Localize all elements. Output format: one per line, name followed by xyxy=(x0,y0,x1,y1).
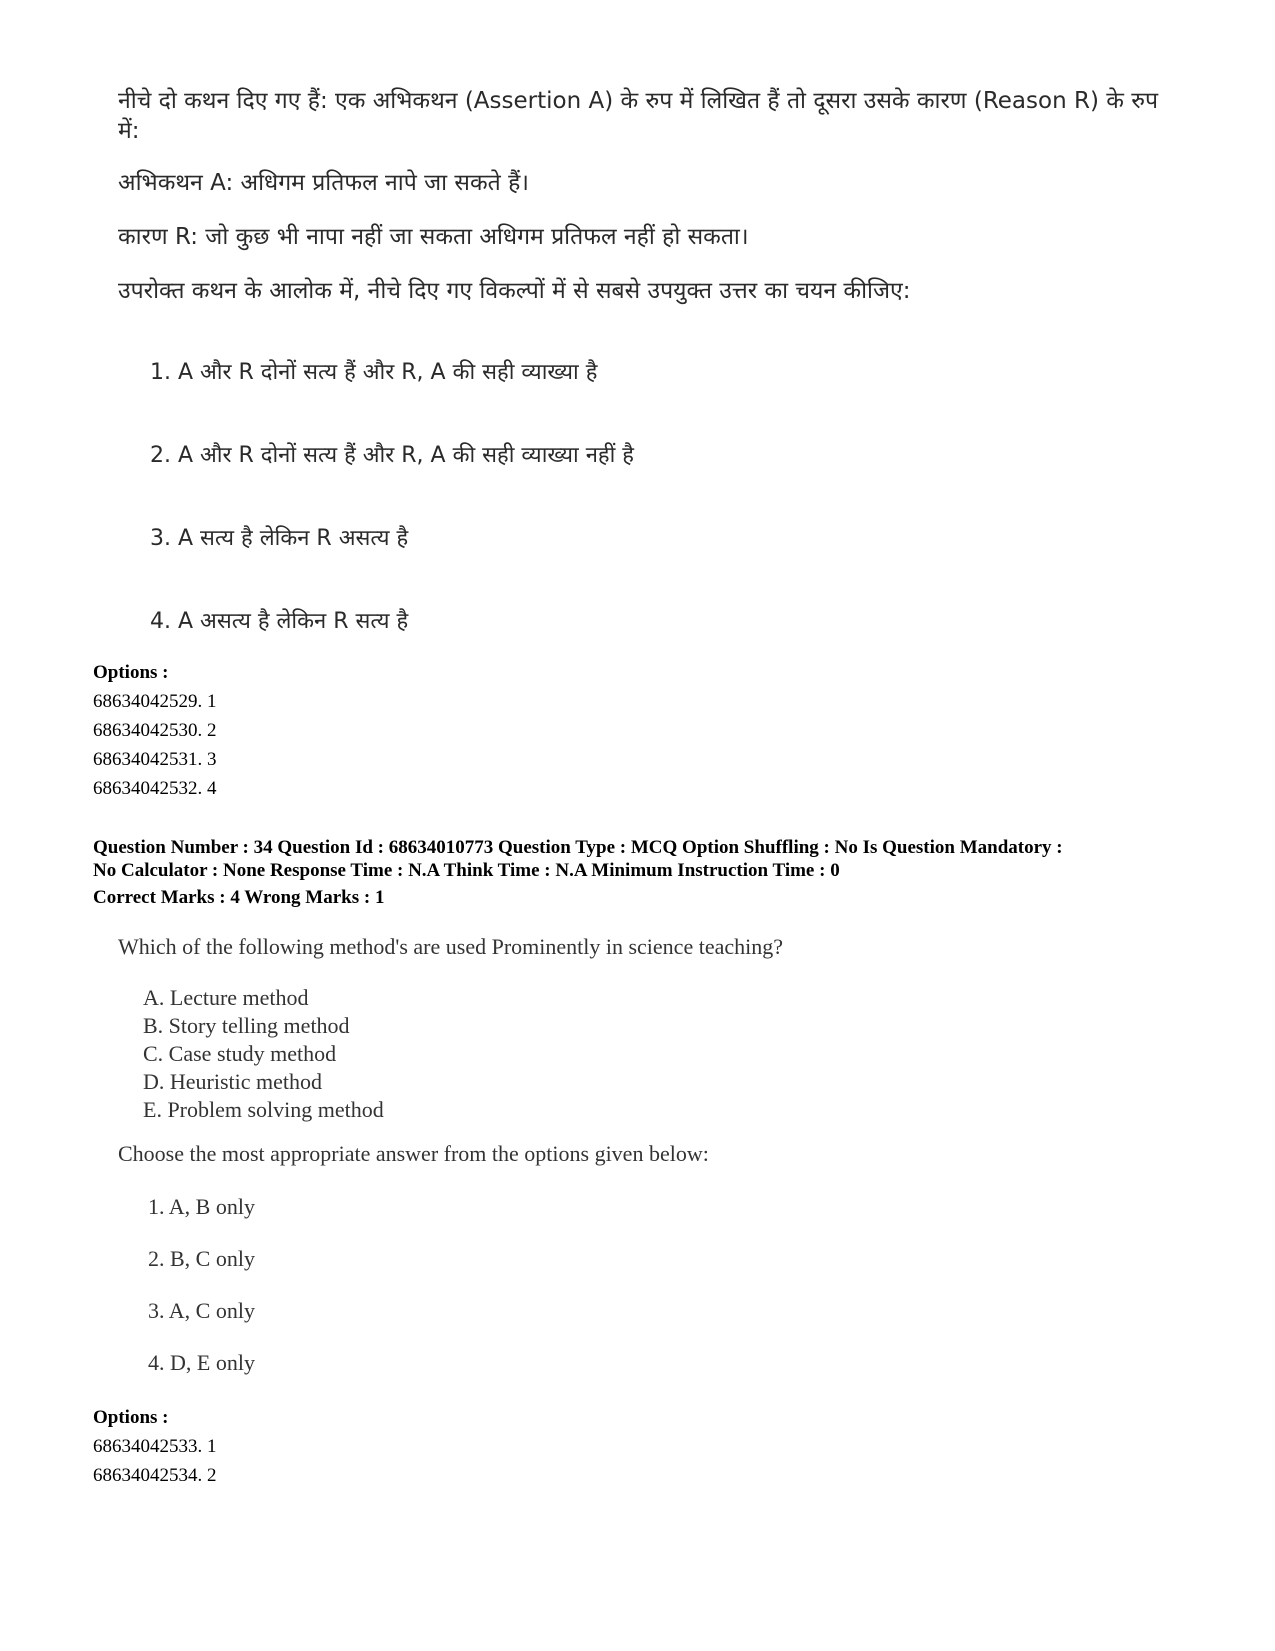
q33-choice-1: 1. A और R दोनों सत्य हैं और R, A की सही व्याख्या है xyxy=(150,360,598,385)
q34-option-2: 68634042534. 2 xyxy=(93,1465,217,1486)
q34-item-b: B. Story telling method xyxy=(143,1013,350,1038)
q33-options-list xyxy=(93,687,217,803)
q33-option-1: 68634042529. 1 xyxy=(93,691,217,712)
q33-option-4: 68634042532. 4 xyxy=(93,778,217,799)
q33-choice-2: 2. A और R दोनों सत्य हैं और R, A की सही व्याख्या नहीं है xyxy=(150,443,634,468)
q33-intro: नीचे दो कथन दिए गए हैं: एक अभिकथन (Assertion A) के रुप में लिखित हैं तो दूसरा उसके कारण (Reason R) के रुप में: xyxy=(118,88,1159,144)
q34-options-list xyxy=(93,1432,217,1490)
q34-choice-1: 1. A, B only xyxy=(148,1194,255,1219)
q34-items xyxy=(143,984,384,1124)
q33-option-2: 68634042530. 2 xyxy=(93,720,217,741)
q34-instruction: Choose the most appropriate answer from the options given below: xyxy=(118,1141,709,1166)
q33-options-label: Options : xyxy=(93,662,169,683)
q34-item-d: D. Heuristic method xyxy=(143,1069,323,1094)
q34-item-a: A. Lecture method xyxy=(143,985,309,1010)
q34-option-1: 68634042533. 1 xyxy=(93,1436,217,1457)
q34-info-line2: No Calculator : None Response Time : N.A Think Time : N.A Minimum Instruction Time : 0 xyxy=(93,860,840,881)
q34-question: Which of the following method's are used Prominently in science teaching? xyxy=(118,934,783,959)
q34-info-line1: Question Number : 34 Question Id : 68634010773 Question Type : MCQ Option Shuffling : No Is Question Mandatory : xyxy=(93,837,1063,858)
q33-reason: कारण R: जो कुछ भी नापा नहीं जा सकता अधिगम प्रतिफल नहीं हो सकता। xyxy=(118,224,749,250)
q34-item-c: C. Case study method xyxy=(143,1041,337,1066)
q33-choice-3: 3. A सत्य है लेकिन R असत्य है xyxy=(150,526,409,551)
q34-info xyxy=(93,836,1193,882)
q34-options-label: Options : xyxy=(93,1407,169,1428)
q34-marks: Correct Marks : 4 Wrong Marks : 1 xyxy=(93,887,385,908)
q33-assertion: अभिकथन A: अधिगम प्रतिफल नापे जा सकते हैं। xyxy=(118,170,529,196)
q34-choice-3: 3. A, C only xyxy=(148,1298,255,1323)
q33-choice-4: 4. A असत्य है लेकिन R सत्य है xyxy=(150,609,409,634)
q33-instruction: उपरोक्त कथन के आलोक में, नीचे दिए गए विकल्पों में से सबसे उपयुक्त उत्तर का चयन कीजिए: xyxy=(118,278,911,304)
q33-option-3: 68634042531. 3 xyxy=(93,749,217,770)
q34-choice-4: 4. D, E only xyxy=(148,1350,255,1375)
q34-choice-2: 2. B, C only xyxy=(148,1246,255,1271)
q34-item-e: E. Problem solving method xyxy=(143,1097,384,1122)
